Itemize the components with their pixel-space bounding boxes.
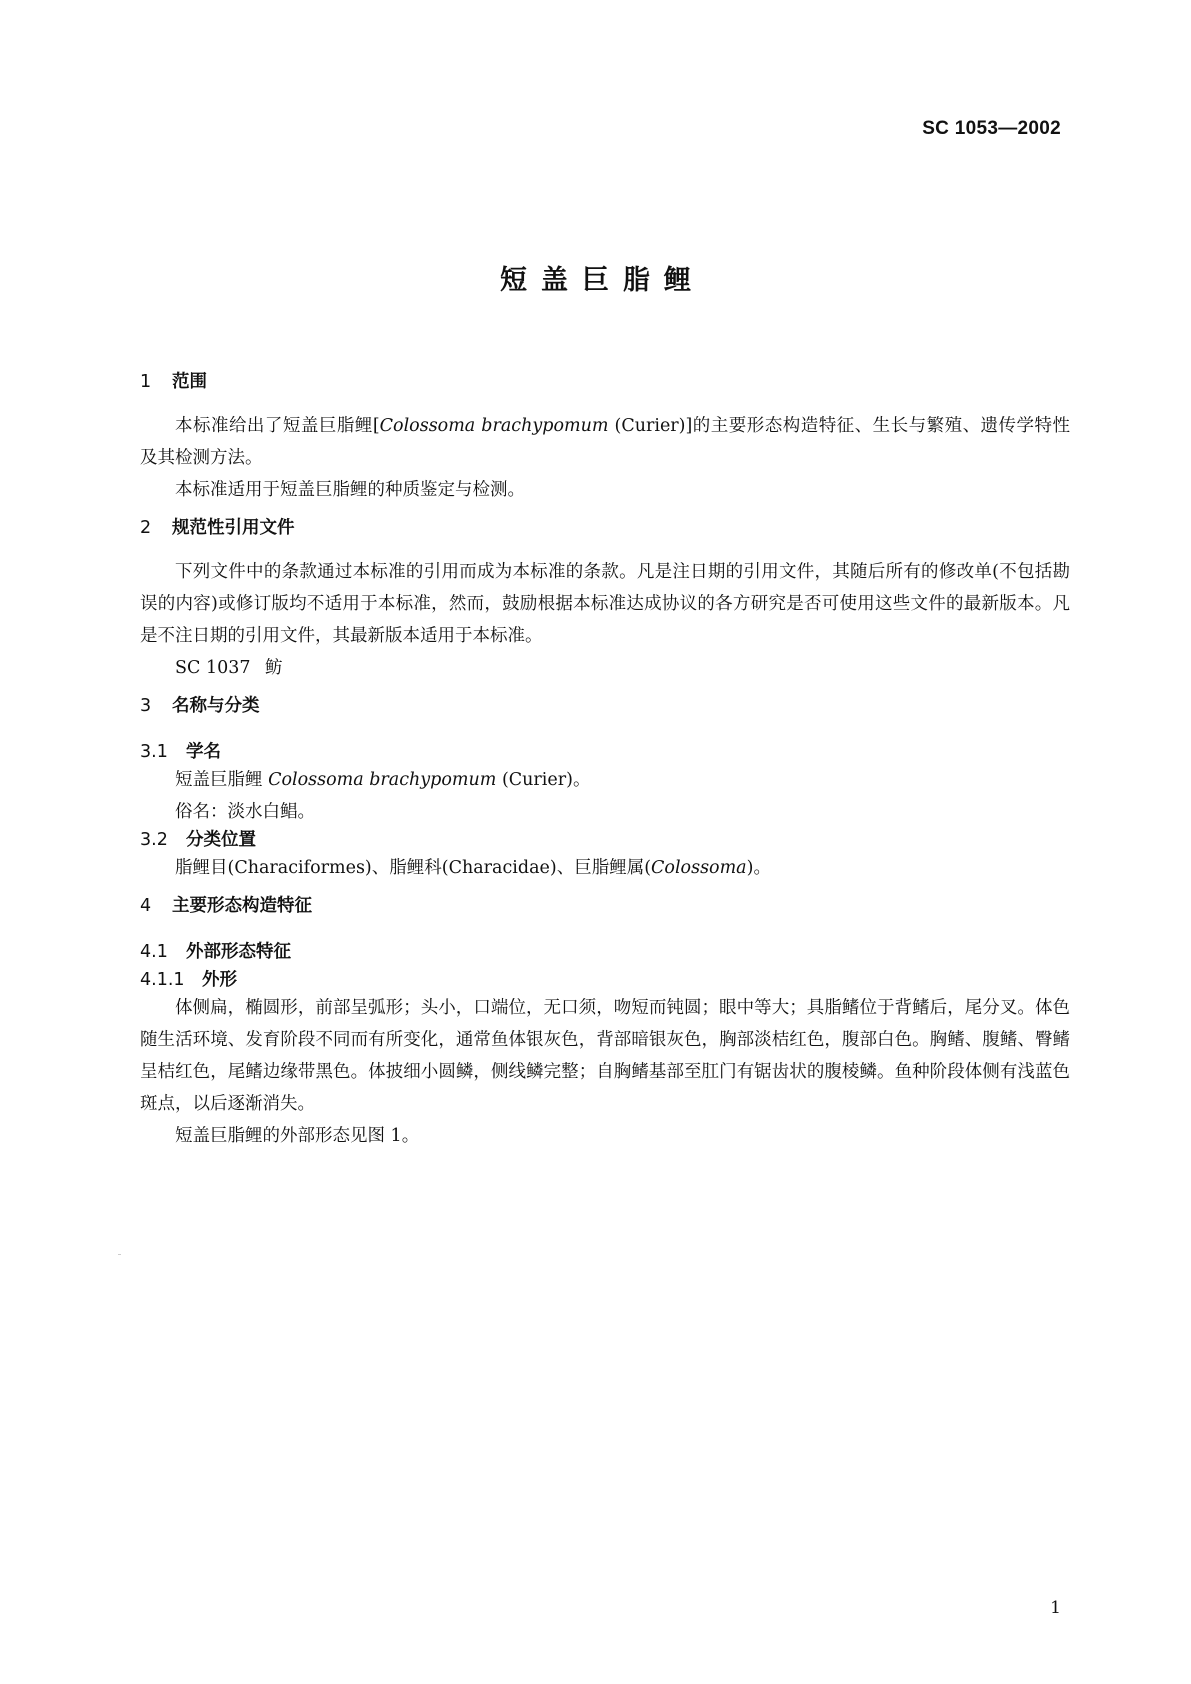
section-number: 4 [140,896,152,916]
common-name-line: 俗名：淡水白鲳。 [175,802,315,822]
document-body [140,370,1070,1152]
section-4-1-heading [140,940,1070,964]
normative-reference [140,652,1070,684]
section-number: 3 [140,696,152,716]
section-3-1-heading [140,740,1070,764]
section-3-heading [140,694,1070,718]
reference-name: 鲂 [265,658,283,678]
section-1-paragraph-1: 本标准给出了短盖巨脂鲤[Colossoma brachypomum (Curier)]的主要形态构造特征、生长与繁殖、遗传学特性及其检测方法。 [140,416,1070,468]
section-number: 1 [140,372,152,392]
section-number: 3.2 [140,830,168,850]
latin-name: Colossoma brachypomum [268,770,497,790]
section-4-1-1-heading [140,968,1070,992]
scan-mark [118,1254,121,1255]
section-4-heading [140,894,1070,918]
latin-genus: Colossoma [651,858,747,878]
section-4-1-1-paragraph-1: 体侧扁，椭圆形，前部呈弧形；头小，口端位，无口须，吻短而钝圆；眼中等大；具脂鳍位于背鳍后，尾分叉。体色随生活环境、发育阶段不同而有所变化，通常鱼体银灰色，背部暗银灰色，胸部淡桔红色，腹部白色。胸鳍、腹鳍、臀鳍呈桔红色，尾鳍边缘带黑色。体披细小圆鳞，侧线鳞完整；自胸鳍基部至肛门有锯齿状的腹棱鳞。鱼种阶段体侧有浅蓝色斑点，以后逐渐消失。 [140,998,1070,1114]
section-number: 3.1 [140,742,168,762]
section-title: 主要形态构造特征 [172,896,312,916]
section-number: 2 [140,518,152,538]
section-1-heading [140,370,1070,394]
section-2-heading [140,516,1070,540]
section-title: 外形 [202,970,237,990]
document-title: 短盖巨脂鲤 [500,265,705,296]
section-2-paragraph-1: 下列文件中的条款通过本标准的引用而成为本标准的条款。凡是注日期的引用文件，其随后所有的修改单(不包括勘误的内容)或修订版均不适用于本标准，然而，鼓励根据本标准达成协议的各方研究是否可使用这些文件的最新版本。凡是不注日期的引用文件，其最新版本适用于本标准。 [140,562,1070,646]
section-number: 4.1 [140,942,168,962]
page-number: 1 [1050,1598,1061,1618]
scientific-name-line: 短盖巨脂鲤 Colossoma brachypomum (Curier)。 [175,770,591,790]
section-title: 规范性引用文件 [172,518,295,538]
section-title: 学名 [186,742,221,762]
latin-name: Colossoma brachypomum [379,416,609,436]
reference-code: SC 1037 [175,658,251,678]
section-title: 范围 [172,372,207,392]
section-4-1-1-paragraph-2: 短盖巨脂鲤的外部形态见图 1。 [175,1126,420,1146]
section-1-paragraph-2: 本标准适用于短盖巨脂鲤的种质鉴定与检测。 [175,480,525,500]
section-number: 4.1.1 [140,970,185,990]
section-title: 名称与分类 [172,696,260,716]
standard-code: SC 1053—2002 [922,118,1061,139]
section-title: 外部形态特征 [186,942,291,962]
section-3-2-heading [140,828,1070,852]
section-title: 分类位置 [186,830,256,850]
taxonomy-line: 脂鲤目(Characiformes)、脂鲤科(Characidae)、巨脂鲤属(Colossoma)。 [175,858,771,878]
